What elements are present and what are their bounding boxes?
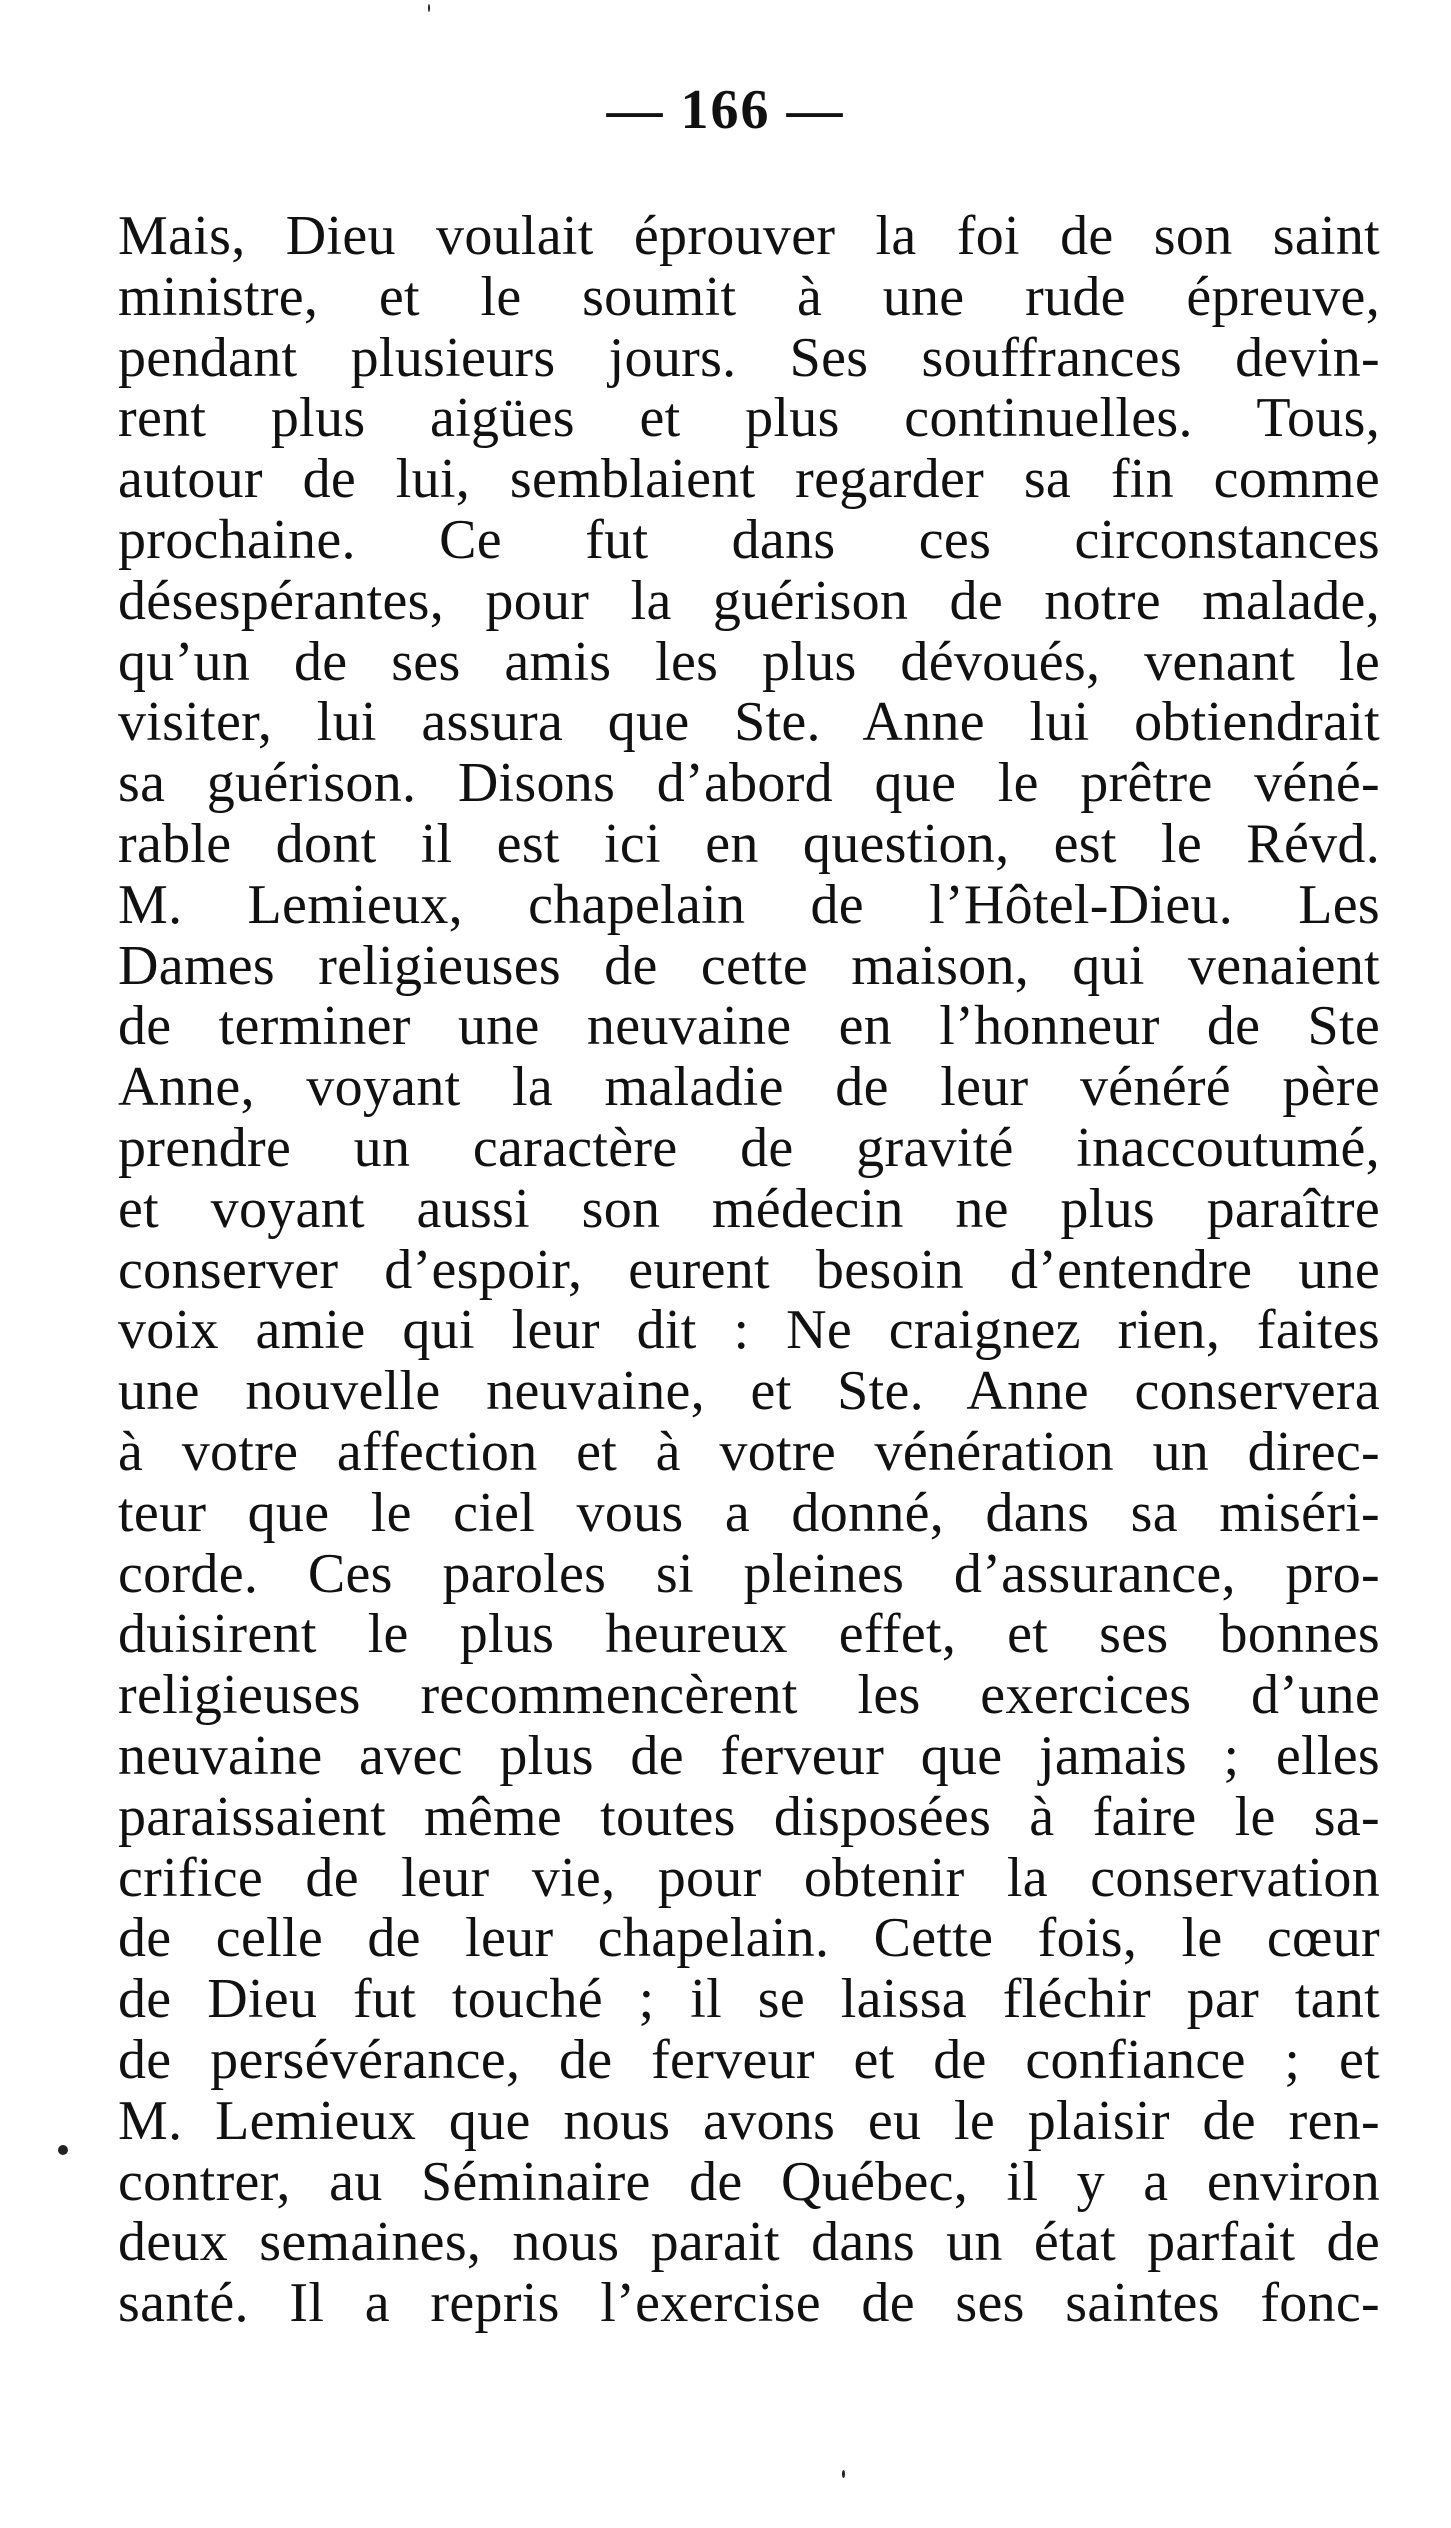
body-paragraph [118,206,1380,2334]
text-line: désespérantes, pour la guérison de notre malade, [118,569,1380,632]
text-line: santé. Il a repris l’exercise de ses saintes fonc- [118,2272,1380,2335]
text-line: neuvaine avec plus de ferveur que jamais ; elles [118,1724,1380,1787]
ink-speck [58,2145,68,2155]
text-line: duisirent le plus heureux effet, et ses bonnes [118,1603,1380,1666]
text-line: voix amie qui leur dit : Ne craignez rien, faites [118,1299,1380,1362]
text-line: Dames religieuses de cette maison, qui venaient [118,934,1380,997]
text-line: teur que le ciel vous a donné, dans sa miséri- [118,1481,1380,1544]
text-line: Mais, Dieu voulait éprouver la foi de son saint [118,205,1380,267]
text-line: pendant plusieurs jours. Ses souffrances devin- [118,326,1380,389]
text-line: Anne, voyant la maladie de leur vénéré père [118,1056,1380,1119]
text-line: sa guérison. Disons d’abord que le prêtre véné- [118,752,1380,815]
text-line: rent plus aigües et plus continuelles. Tous, [118,387,1380,450]
text-line: crifice de leur vie, pour obtenir la conservation [118,1846,1380,1909]
text-line: deux semaines, nous parait dans un état parfait de [118,2211,1380,2274]
text-line: autour de lui, semblaient regarder sa fin comme [118,448,1380,511]
text-line: rable dont il est ici en question, est le Révd. [118,812,1380,875]
text-line: prochaine. Ce fut dans ces circonstances [118,508,1380,571]
text-line: religieuses recommencèrent les exercices d’une [118,1664,1380,1727]
text-line: contrer, au Séminaire de Québec, il y a environ [118,2150,1380,2213]
page-number: — 166 — [606,79,845,141]
text-line: paraissaient même toutes disposées à faire le sa- [118,1785,1380,1848]
text-line: M. Lemieux que nous avons eu le plaisir de ren- [118,2089,1380,2152]
ink-speck [842,2470,845,2478]
text-line: M. Lemieux, chapelain de l’Hôtel-Dieu. Les [118,873,1380,936]
text-line: à votre affection et à votre vénération un direc- [118,1420,1380,1483]
text-line: conserver d’espoir, eurent besoin d’entendre une [118,1238,1380,1301]
text-line: prendre un caractère de gravité inaccoutumé, [118,1116,1380,1179]
text-line: de terminer une neuvaine en l’honneur de Ste [118,995,1380,1058]
text-line: qu’un de ses amis les plus dévoués, venant le [118,630,1380,693]
text-line: une nouvelle neuvaine, et Ste. Anne conservera [118,1360,1380,1423]
text-line: et voyant aussi son médecin ne plus paraître [118,1177,1380,1240]
text-line: corde. Ces paroles si pleines d’assurance, pro- [118,1542,1380,1605]
text-line: visiter, lui assura que Ste. Anne lui obtiendrait [118,691,1380,754]
text-line: ministre, et le soumit à une rude épreuve, [118,265,1380,328]
text-line: de persévérance, de ferveur et de confiance ; et [118,2028,1380,2091]
text-line: de Dieu fut touché ; il se laissa fléchir par tant [118,1968,1380,2031]
ink-speck [428,4,430,12]
text-line: de celle de leur chapelain. Cette fois, le cœur [118,1907,1380,1970]
